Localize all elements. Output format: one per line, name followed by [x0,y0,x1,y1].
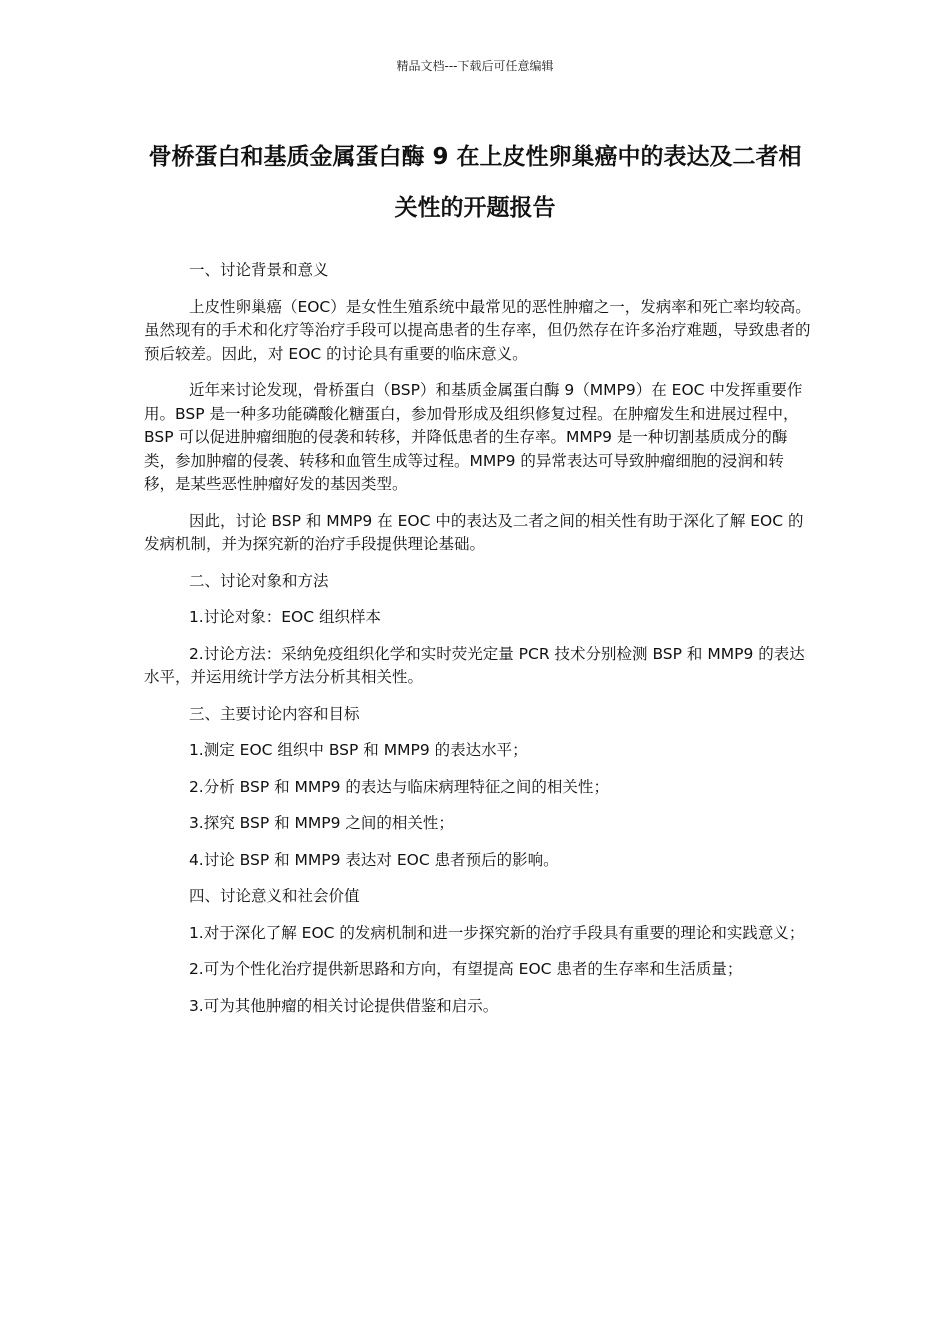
paragraph: 上皮性卵巢癌（EOC）是女性生殖系统中最常见的恶性肿瘤之一，发病率和死亡率均较高。虽然现有的手术和化疗等治疗手段可以提高患者的生存率，但仍然存在许多治疗难题，导致患者的预后较差。因此，对 EOC 的讨论具有重要的临床意义。 [144,297,811,363]
list-item: 4.讨论 BSP 和 MMP9 表达对 EOC 患者预后的影响。 [188,850,559,869]
section-heading-methods: 二、讨论对象和方法 [188,571,329,590]
list-item: 1.讨论对象：EOC 组织样本 [188,608,381,626]
list-item: 1.测定 EOC 组织中 BSP 和 MMP9 的表达水平； [188,741,528,759]
list-item: 2.可为个性化治疗提供新思路和方向，有望提高 EOC 患者的生存率和生活质量； [188,960,743,978]
list-item: 1.对于深化了解 EOC 的发病机制和进一步探究新的治疗手段具有重要的理论和实践意义； [188,923,805,942]
section-heading-content: 三、主要讨论内容和目标 [188,704,360,723]
paragraph: 近年来讨论发现，骨桥蛋白（BSP）和基质金属蛋白酶 9（MMP9）在 EOC 中发挥重要作用。BSP 是一种多功能磷酸化糖蛋白，参加骨形成及组织修复过程。在肿瘤发生和进展过程中，BSP 可以促进肿瘤细胞的侵袭和转移，并降低患者的生存率。MMP9 是一种切割基质成分的酶类，参加肿瘤的侵袭、转移和血管生成等过程。MMP9 的异常表达可导致肿瘤细胞的浸润和转移，是某些恶性肿瘤好发的基因类型。 [144,381,803,493]
paragraph: 因此，讨论 BSP 和 MMP9 在 EOC 中的表达及二者之间的相关性有助于深化了解 EOC 的发病机制，并为探究新的治疗手段提供理论基础。 [144,511,804,553]
list-item: 2.分析 BSP 和 MMP9 的表达与临床病理特征之间的相关性； [188,777,609,796]
section-heading-background: 一、讨论背景和意义 [188,261,329,279]
document-body [144,259,812,1031]
list-item: 2.讨论方法：采纳免疫组织化学和实时荧光定量 PCR 技术分别检测 BSP 和 MMP9 的表达水平，并运用统计学方法分析其相关性。 [144,644,805,686]
header-note: 精品文档---下载后可任意编辑 [396,59,554,73]
list-item: 3.可为其他肿瘤的相关讨论提供借鉴和启示。 [188,996,499,1015]
list-item: 3.探究 BSP 和 MMP9 之间的相关性； [188,814,454,832]
document-title: 骨桥蛋白和基质金属蛋白酶 9 在上皮性卵巢癌中的表达及二者相关性的开题报告 [148,144,802,221]
section-heading-significance: 四、讨论意义和社会价值 [188,887,360,905]
